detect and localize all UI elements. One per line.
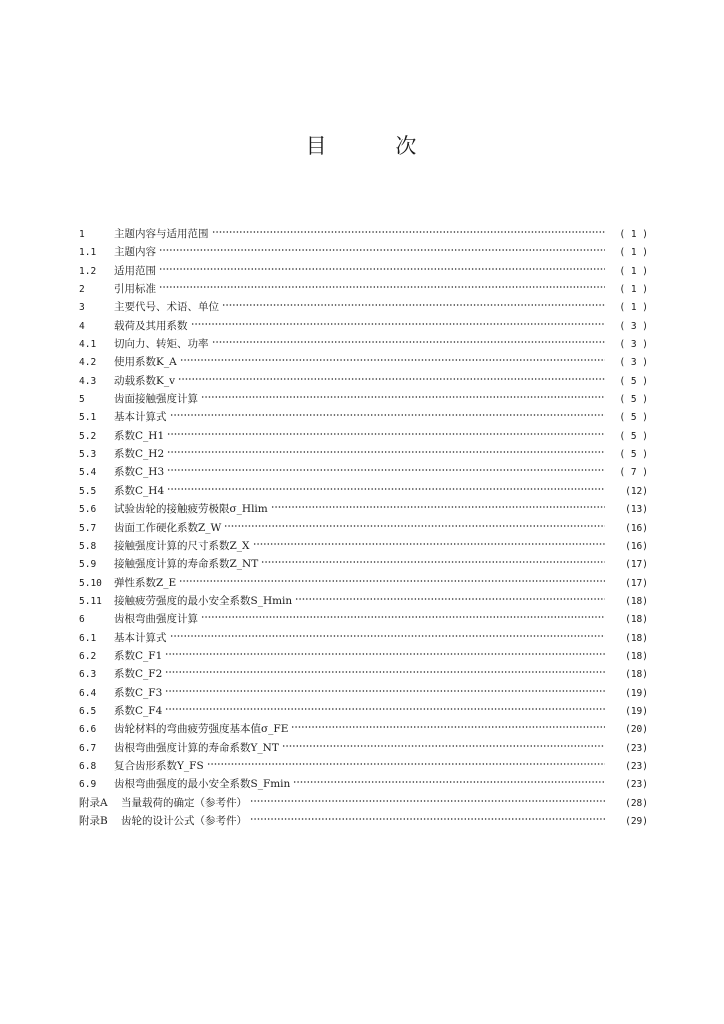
toc-entry bbox=[79, 592, 648, 610]
toc-leader-dots bbox=[212, 340, 606, 344]
toc-entry-number: 6.2 bbox=[79, 650, 97, 662]
toc-entry-page: (18) bbox=[625, 595, 648, 607]
toc-entry-page: (29) bbox=[625, 816, 648, 827]
toc-entry-title: 接触强度计算的尺寸系数Z_X bbox=[114, 539, 250, 552]
toc-entry-number: 5.3 bbox=[79, 449, 97, 461]
toc-entry-title: 齿根弯曲强度计算的寿命系数Y_NT bbox=[114, 741, 279, 754]
toc-leader-dots bbox=[282, 744, 605, 748]
toc-leader-dots bbox=[170, 634, 606, 638]
toc-entry bbox=[79, 794, 648, 812]
toc-entry bbox=[79, 445, 648, 463]
toc-entry-page: (17) bbox=[625, 559, 648, 571]
toc-leader-dots bbox=[165, 652, 605, 656]
toc-entry-number: 1 bbox=[79, 229, 85, 240]
toc-entry bbox=[79, 555, 648, 573]
toc-entry-page: ( 5 ) bbox=[619, 430, 648, 442]
toc-entry-title: 齿根弯曲强度计算 bbox=[114, 613, 198, 626]
toc-leader-dots bbox=[261, 560, 605, 564]
toc-entry-number: 1.2 bbox=[79, 265, 97, 277]
toc-leader-dots bbox=[167, 487, 605, 491]
toc-entry bbox=[79, 427, 648, 445]
toc-entry-number: 2 bbox=[79, 284, 85, 296]
toc-entry-page: ( 1 ) bbox=[619, 229, 648, 240]
toc-entry-page: (18) bbox=[625, 632, 648, 644]
toc-entry-number: 4.3 bbox=[79, 375, 97, 387]
toc-entry-page: ( 5 ) bbox=[619, 412, 648, 424]
toc-leader-dots bbox=[253, 542, 605, 546]
toc-entry-page: (16) bbox=[625, 540, 648, 552]
toc-entry-page: ( 7 ) bbox=[619, 467, 648, 479]
toc-entry-number: 6.1 bbox=[79, 632, 97, 644]
toc-entry bbox=[79, 775, 648, 793]
toc-entry-number: 5.9 bbox=[79, 559, 97, 571]
toc-entry bbox=[79, 353, 648, 371]
toc-leader-dots bbox=[178, 377, 605, 381]
toc-entry-title: 主题内容 bbox=[114, 246, 156, 259]
toc-entry bbox=[79, 317, 648, 335]
toc-entry-title: 动载系数K_v bbox=[114, 374, 176, 387]
toc-entry-page: (17) bbox=[625, 577, 648, 589]
toc-leader-dots bbox=[167, 468, 605, 472]
toc-entry-title: 齿轮材料的弯曲疲劳强度基本值σ_FE bbox=[114, 723, 289, 736]
toc-leader-dots bbox=[165, 689, 605, 693]
toc-entry-number: 1.1 bbox=[79, 247, 97, 259]
toc-leader-dots bbox=[167, 450, 605, 454]
toc-entry-number: 3 bbox=[79, 302, 85, 314]
toc-entry-page: (13) bbox=[625, 504, 648, 516]
toc-entry bbox=[79, 684, 648, 702]
page-title-part1: 目 bbox=[305, 134, 329, 158]
toc-leader-dots bbox=[224, 524, 605, 528]
toc-entry-page: (19) bbox=[625, 705, 648, 717]
toc-entry bbox=[79, 610, 648, 628]
toc-entry-title: 适用范围 bbox=[114, 264, 156, 277]
toc-entry bbox=[79, 739, 648, 757]
toc-entry-page: ( 5 ) bbox=[619, 449, 648, 461]
toc-entry-number: 5.4 bbox=[79, 467, 97, 479]
toc-entry bbox=[79, 408, 648, 426]
toc-entry-title: 复合齿形系数Y_FS bbox=[114, 759, 204, 772]
toc-leader-dots bbox=[222, 303, 605, 307]
toc-entry-number: 6.9 bbox=[79, 779, 97, 791]
toc-leader-dots bbox=[250, 817, 605, 821]
table-of-contents bbox=[79, 225, 648, 830]
toc-entry bbox=[79, 243, 648, 261]
toc-entry-title: 系数C_F2 bbox=[114, 668, 163, 681]
toc-leader-dots bbox=[165, 670, 605, 674]
toc-entry-title: 当量载荷的确定（参考件） bbox=[121, 796, 247, 809]
toc-entry-page: (18) bbox=[625, 669, 648, 681]
toc-entry-title: 系数C_F3 bbox=[114, 686, 163, 699]
toc-entry-number: 4.1 bbox=[79, 339, 97, 351]
toc-entry-page: (19) bbox=[625, 687, 648, 699]
toc-entry bbox=[79, 280, 648, 298]
toc-entry-number: 5 bbox=[79, 394, 85, 406]
toc-entry bbox=[79, 720, 648, 738]
toc-entry-title: 使用系数K_A bbox=[114, 356, 177, 369]
toc-entry-page: (23) bbox=[625, 760, 648, 772]
toc-entry-title: 弹性系数Z_E bbox=[114, 576, 177, 589]
toc-entry-page: ( 1 ) bbox=[619, 247, 648, 259]
toc-leader-dots bbox=[201, 395, 605, 399]
toc-entry-title: 基本计算式 bbox=[114, 411, 167, 424]
toc-entry bbox=[79, 262, 648, 280]
toc-leader-dots bbox=[191, 322, 606, 326]
toc-entry-title: 主要代号、术语、单位 bbox=[114, 301, 219, 314]
toc-entry-number: 6.4 bbox=[79, 687, 97, 699]
toc-entry bbox=[79, 225, 648, 243]
toc-entry bbox=[79, 702, 648, 720]
toc-leader-dots bbox=[159, 267, 605, 271]
toc-entry-title: 主题内容与适用范围 bbox=[114, 228, 209, 240]
toc-entry-page: ( 3 ) bbox=[619, 357, 648, 369]
toc-entry-number: 6.7 bbox=[79, 742, 97, 754]
toc-entry-title: 系数C_H4 bbox=[114, 484, 165, 497]
toc-entry bbox=[79, 574, 648, 592]
toc-entry bbox=[79, 812, 648, 830]
toc-entry-number: 5.7 bbox=[79, 522, 97, 534]
toc-entry-page: (16) bbox=[625, 522, 648, 534]
toc-leader-dots bbox=[170, 413, 606, 417]
toc-entry-title: 系数C_H3 bbox=[114, 466, 165, 479]
toc-entry bbox=[79, 757, 648, 775]
page-title bbox=[0, 130, 724, 160]
toc-entry-title: 系数C_F1 bbox=[114, 649, 163, 662]
toc-entry-page: ( 1 ) bbox=[619, 265, 648, 277]
toc-entry bbox=[79, 500, 648, 518]
toc-entry-title: 载荷及其用系数 bbox=[114, 319, 188, 332]
toc-entry-title: 试验齿轮的接触疲劳极限σ_Hlim bbox=[114, 503, 268, 516]
toc-leader-dots bbox=[179, 579, 605, 583]
toc-entry bbox=[79, 629, 648, 647]
toc-entry-page: ( 1 ) bbox=[619, 302, 648, 314]
toc-entry-page: (18) bbox=[625, 614, 648, 626]
toc-entry-number: 6.3 bbox=[79, 669, 97, 681]
toc-entry-title: 齿面工作硬化系数Z_W bbox=[114, 521, 222, 534]
toc-entry-number: 6.5 bbox=[79, 705, 97, 717]
toc-entry-title: 接触疲劳强度的最小安全系数S_Hmin bbox=[114, 594, 293, 607]
toc-entry-number: 6.8 bbox=[79, 760, 97, 772]
toc-leader-dots bbox=[271, 505, 605, 509]
toc-entry-page: (23) bbox=[625, 742, 648, 754]
toc-entry-title: 齿根弯曲强度的最小安全系数S_Fmin bbox=[114, 778, 291, 791]
toc-entry bbox=[79, 372, 648, 390]
toc-entry-number: 5.2 bbox=[79, 430, 97, 442]
toc-leader-dots bbox=[212, 230, 606, 234]
toc-entry-page: ( 1 ) bbox=[619, 284, 648, 296]
toc-entry-number: 5.6 bbox=[79, 504, 97, 516]
toc-entry-title: 齿面接触强度计算 bbox=[114, 393, 198, 406]
toc-entry bbox=[79, 335, 648, 353]
toc-entry-number: 4.2 bbox=[79, 357, 97, 369]
toc-entry-title: 接触强度计算的寿命系数Z_NT bbox=[114, 558, 259, 571]
toc-entry-number: 5.1 bbox=[79, 412, 97, 424]
toc-entry-number: 5.10 bbox=[79, 577, 102, 589]
toc-entry bbox=[79, 390, 648, 408]
toc-entry-number: 6 bbox=[79, 614, 85, 626]
toc-entry-page: (18) bbox=[625, 650, 648, 662]
toc-leader-dots bbox=[159, 248, 605, 252]
toc-leader-dots bbox=[180, 358, 605, 362]
toc-entry bbox=[79, 298, 648, 316]
toc-entry-number: 5.11 bbox=[79, 595, 102, 607]
toc-leader-dots bbox=[201, 615, 605, 619]
toc-entry-number: 4 bbox=[79, 320, 85, 332]
toc-entry bbox=[79, 647, 648, 665]
toc-leader-dots bbox=[250, 799, 605, 803]
toc-entry-title: 基本计算式 bbox=[114, 631, 167, 644]
toc-entry bbox=[79, 519, 648, 537]
toc-entry-title: 齿轮的设计公式（参考件） bbox=[121, 815, 247, 827]
toc-entry-title: 系数C_H1 bbox=[114, 429, 165, 442]
toc-leader-dots bbox=[167, 432, 605, 436]
toc-entry-number: 5.5 bbox=[79, 485, 97, 497]
toc-entry-page: ( 3 ) bbox=[619, 339, 648, 351]
toc-entry-page: (20) bbox=[625, 724, 648, 736]
toc-entry-page: (28) bbox=[625, 797, 648, 809]
toc-entry bbox=[79, 665, 648, 683]
toc-leader-dots bbox=[293, 780, 605, 784]
toc-entry-page: ( 5 ) bbox=[619, 394, 648, 406]
toc-leader-dots bbox=[159, 285, 605, 289]
toc-entry bbox=[79, 463, 648, 481]
toc-leader-dots bbox=[291, 725, 605, 729]
toc-entry bbox=[79, 482, 648, 500]
toc-entry-number: 6.6 bbox=[79, 724, 97, 736]
toc-entry-title: 系数C_F4 bbox=[114, 704, 163, 717]
toc-entry-page: (23) bbox=[625, 779, 648, 791]
toc-leader-dots bbox=[295, 597, 605, 601]
page-title-part2: 次 bbox=[395, 134, 419, 158]
toc-entry bbox=[79, 537, 648, 555]
toc-entry-page: (12) bbox=[625, 485, 648, 497]
toc-entry-number: 附录A bbox=[79, 796, 108, 809]
toc-entry-title: 引用标准 bbox=[114, 283, 156, 296]
toc-leader-dots bbox=[165, 707, 605, 711]
toc-entry-title: 切向力、转矩、功率 bbox=[114, 338, 209, 351]
toc-entry-page: ( 3 ) bbox=[619, 320, 648, 332]
toc-leader-dots bbox=[207, 762, 605, 766]
toc-entry-title: 系数C_H2 bbox=[114, 448, 165, 461]
toc-entry-page: ( 5 ) bbox=[619, 375, 648, 387]
toc-entry-number: 5.8 bbox=[79, 540, 97, 552]
toc-entry-number: 附录B bbox=[79, 815, 108, 827]
